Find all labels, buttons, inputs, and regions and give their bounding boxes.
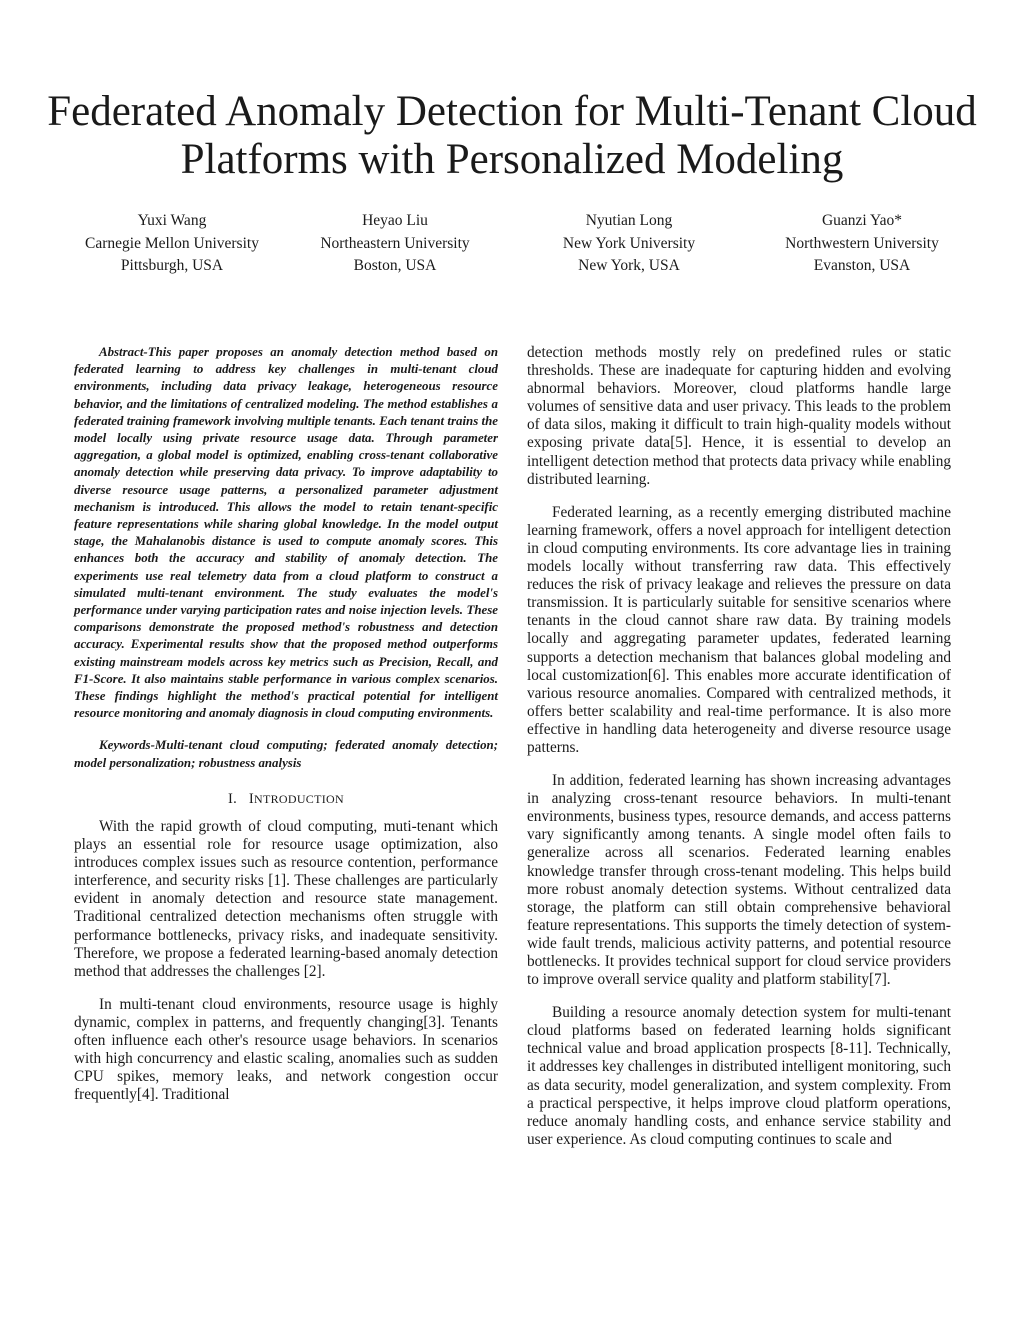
author-name: Guanzi Yao* — [821, 212, 903, 229]
right-column — [527, 344, 951, 1164]
author-affiliation: New York University — [562, 234, 696, 252]
section-title-first-letter: I — [248, 790, 254, 807]
paragraph: With the rapid growth of cloud computing, muti-tenant which plays an essential role for resource usage optimization, also introduces complex issues such as resource contention, performance interference, and security risks [1]. These challenges are particularly evident in anomaly detection and resource state management. Traditional centralized detection mechanisms often struggle with performance bottlenecks, privacy risks, and inadequate sensitivity. Therefore, we propose a federated learning-based anomaly detection method that addresses the challenges [2]. — [74, 817, 498, 980]
author-name: Nyutian Long — [585, 212, 673, 229]
section-heading-introduction — [74, 790, 498, 808]
paragraph: detection methods mostly rely on predefined rules or static thresholds. These are inadequate for capturing hidden and evolving abnormal behaviors. Moreover, cloud platforms handle large volumes of sensitive data and user privacy. This leads to the problem of data silos, making it difficult to train high-quality models without exposing private data[5]. Hence, it is essential to develop an intelligent detection method that protects data privacy while enabling distributed learning. — [527, 344, 951, 488]
section-numeral: I. — [228, 790, 238, 807]
paragraph: Building a resource anomaly detection system for multi-tenant cloud platforms based on federated learning holds significant technical value and broad application prospects [8-11]. Technically, it addresses key challenges in distributed intelligent monitoring, such as data security, model generalization, and system complexity. From a practical perspective, it helps improve cloud platform operations, reduce anomaly handling costs, and enhance service stability and user experience. As cloud computing continues to scale and — [527, 1004, 951, 1148]
author-location: Evanston, USA — [813, 257, 911, 274]
author-location: Pittsburgh, USA — [120, 257, 224, 274]
author-4 — [742, 210, 982, 278]
author-name: Heyao Liu — [362, 212, 428, 229]
author-3 — [509, 210, 749, 278]
paragraph: Federated learning, as a recently emerging distributed machine learning framework, offers a novel approach for intelligent detection in cloud computing environments. Its core advantage lies in training models locally without transferring raw data. This effectively reduces the risk of privacy leakage and relieves the pressure on data transmission. It is particularly suitable for sensitive scenarios where tenants in the cloud cannot share raw data. By training models locally and aggregating parameter updates, federated learning supports a detection mechanism that balances global modeling and local customization[6]. This enables more accurate identification of various resource anomalies. Compared with centralized methods, it offers better scalability and real-time performance. It is also more effective in handling data heterogeneity and diverse resource usage patterns. — [527, 503, 951, 756]
author-1 — [52, 210, 292, 278]
paper-title: Federated Anomaly Detection for Multi-Tenant Cloud Platforms with Personalized Modeling — [47, 88, 977, 183]
section-title-rest: NTRODUCTION — [254, 791, 344, 806]
author-affiliation: Northeastern University — [320, 234, 470, 252]
paragraph: In multi-tenant cloud environments, resource usage is highly dynamic, complex in patterns, and frequently changing[3]. Tenants often influence each other's resource usage behaviors. In scenarios with high concurrency and elastic scaling, anomalies such as sudden CPU spikes, memory leaks, and network congestion occur frequently[4]. Traditional — [74, 995, 498, 1104]
left-column — [74, 344, 498, 1119]
paragraph: In addition, federated learning has shown increasing advantages in analyzing cross-tenant resource behaviors. In multi-tenant environments, business types, resource demands, and access patterns vary significantly among tenants. A single model often fails to generalize across all scenarios. Federated learning enables knowledge transfer through cross-tenant modeling. This helps build more robust anomaly detection systems. Without centralized data storage, the platform can still obtain comprehensive behavioral feature representations. This supports the timely detection of system-wide fault trends, malicious activity patterns, and potential resource bottlenecks. It provides technical support for cloud service providers to improve overall service quality and platform stability[7]. — [527, 772, 951, 989]
abstract: Abstract-This paper proposes an anomaly detection method based on federated learning to address key challenges in multi-tenant cloud environments, including data privacy leakage, heterogeneous resource behavior, and the limitations of centralized modeling. The method establishes a federated training framework involving multiple tenants. Each tenant trains the model locally using private resource usage data. Through parameter aggregation, a global model is optimized, enabling cross-tenant collaborative anomaly detection while preserving data privacy. To improve adaptability to diverse resource usage patterns, a personalized parameter adjustment mechanism is introduced. This allows the model to retain tenant-specific feature representations while sharing global knowledge. In the model output stage, the Mahalanobis distance is used to compute anomaly scores. This enhances both the accuracy and stability of anomaly detection. The experiments use real telemetry data from a cloud platform to construct a simulated multi-tenant environment. The study evaluates the model's performance under varying participation rates and noise injection levels. These comparisons demonstrate the proposed method's robustness and detection accuracy. Experimental results show that the proposed method outperforms existing mainstream models across key metrics such as Precision, Recall, and F1-Score. It also maintains stable performance in various complex scenarios. These findings highlight the method's practical potential for intelligent resource monitoring and anomaly diagnosis in cloud computing environments. — [74, 345, 498, 721]
keywords: Keywords-Multi-tenant cloud computing; federated anomaly detection; model personalization; robustness analysis — [74, 738, 498, 770]
author-location: Boston, USA — [353, 257, 437, 274]
author-name: Yuxi Wang — [137, 212, 207, 229]
author-location: New York, USA — [578, 257, 680, 274]
author-2 — [275, 210, 515, 278]
author-affiliation: Northwestern University — [785, 234, 939, 252]
author-affiliation: Carnegie Mellon University — [85, 234, 259, 252]
